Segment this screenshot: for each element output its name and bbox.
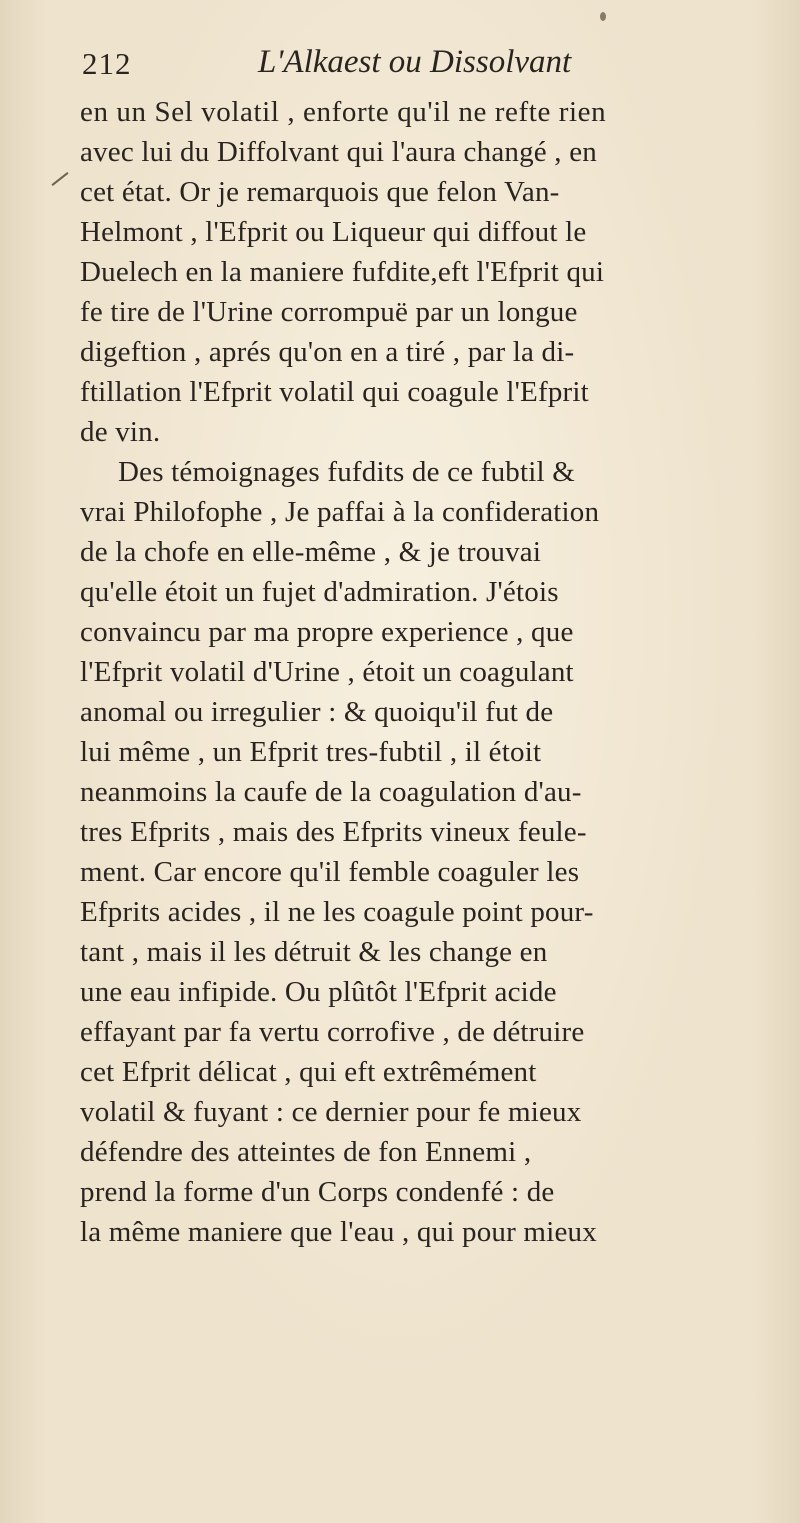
page-number: 212 — [82, 46, 132, 81]
running-title: L'Alkaest ou Dissolvant — [258, 44, 572, 80]
text-line: tres Efprits , mais des Efprits vineux feule- — [80, 816, 587, 848]
text-line: ftillation l'Efprit volatil qui coagule l'Efprit — [80, 376, 589, 408]
text-line: lui même , un Efprit tres-fubtil , il étoit — [80, 736, 542, 768]
text-line: ment. Car encore qu'il femble coaguler les — [80, 856, 580, 888]
text-line: prend la forme d'un Corps condenfé : de — [80, 1176, 555, 1208]
page-header — [78, 44, 768, 94]
text-line: effayant par fa vertu corrofive , de détruire — [80, 1016, 585, 1048]
text-line: de vin. — [80, 416, 161, 448]
text-line: anomal ou irregulier : & quoiqu'il fut de — [80, 696, 554, 728]
ink-speck — [600, 12, 606, 21]
text-line: Helmont , l'Efprit ou Liqueur qui diffout le — [80, 216, 587, 248]
text-line: neanmoins la caufe de la coagulation d'au- — [80, 776, 582, 808]
text-line: cet Efprit délicat , qui eft extrêmément — [80, 1056, 537, 1088]
text-line: une eau infipide. Ou plûtôt l'Efprit acide — [80, 976, 557, 1008]
text-line: l'Efprit volatil d'Urine , étoit un coagulant — [80, 656, 574, 688]
text-line: convaincu par ma propre experience , que — [80, 616, 574, 648]
text-line: volatil & fuyant : ce dernier pour fe mieux — [80, 1096, 582, 1128]
text-line: digeftion , aprés qu'on en a tiré , par la di- — [80, 336, 575, 368]
text-line: de la chofe en elle-même , & je trouvai — [80, 536, 542, 568]
text-line: en un Sel volatil , enforte qu'il ne refte rien — [80, 96, 607, 128]
text-line: cet état. Or je remarquois que felon Van- — [80, 176, 560, 208]
text-line: avec lui du Diffolvant qui l'aura changé , en — [80, 136, 597, 168]
text-line: Duelech en la maniere fufdite,eft l'Efprit qui — [80, 256, 605, 288]
text-line: qu'elle étoit un fujet d'admiration. J'étois — [80, 576, 559, 608]
text-line: défendre des atteintes de fon Ennemi , — [80, 1136, 532, 1168]
margin-mark — [52, 172, 69, 186]
text-line: Efprits acides , il ne les coagule point pour- — [80, 896, 594, 928]
text-line: fe tire de l'Urine corrompuë par un longue — [80, 296, 578, 328]
text-line: tant , mais il les détruit & les change en — [80, 936, 548, 968]
body-text — [80, 92, 770, 1252]
text-line: vrai Philofophe , Je paffai à la confideration — [80, 496, 600, 528]
text-line: Des témoignages fufdits de ce fubtil & — [118, 456, 575, 488]
text-line: la même maniere que l'eau , qui pour mieux — [80, 1216, 597, 1248]
